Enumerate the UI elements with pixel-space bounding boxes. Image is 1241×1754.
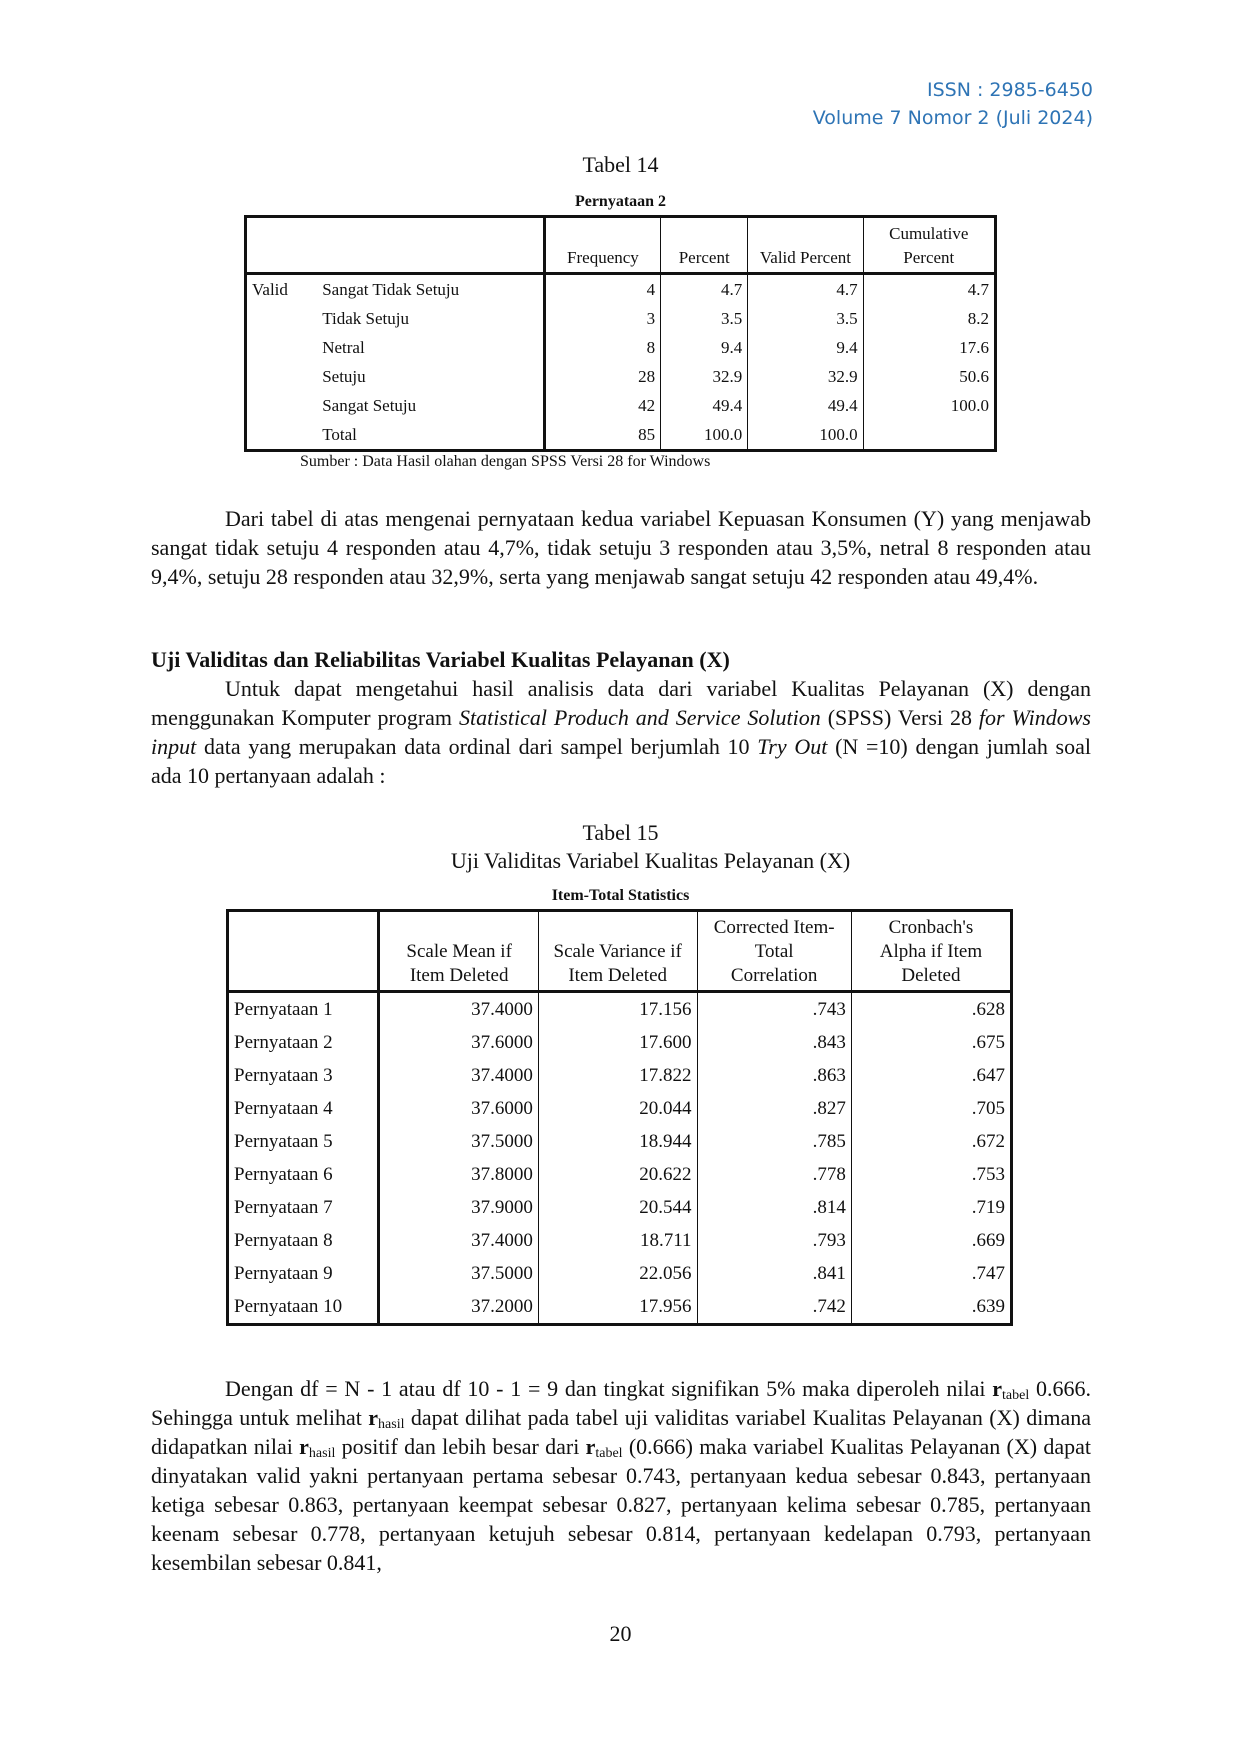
row-label: Tidak Setuju <box>317 304 544 333</box>
cell-corrected-correlation: .785 <box>697 1125 851 1158</box>
table-row <box>228 1290 1012 1325</box>
cell-cronbach-alpha: .747 <box>971 1262 1005 1284</box>
table-row <box>228 1191 1012 1224</box>
cell-corrected-correlation: .778 <box>697 1158 851 1191</box>
volume-text: Volume 7 Nomor 2 (Juli 2024) <box>812 107 1093 129</box>
cell-cronbach-alpha: .628 <box>971 998 1005 1020</box>
cell-cumulative: 4.7 <box>967 279 989 299</box>
cell-frequency: 4 <box>544 274 660 305</box>
cell-cronbach-alpha: .669 <box>971 1229 1005 1251</box>
frequency-table <box>244 215 997 452</box>
cell-scale-variance: 20.622 <box>538 1158 697 1191</box>
table-row <box>228 1257 1012 1290</box>
header-corrected-correlation: Corrected Item- Total Correlation <box>697 911 851 992</box>
cell-scale-mean: 37.2000 <box>379 1290 538 1325</box>
cell-scale-variance: 20.544 <box>538 1191 697 1224</box>
header-blank <box>317 217 544 274</box>
table-row <box>246 304 996 333</box>
cell-scale-mean: 37.6000 <box>379 1092 538 1125</box>
header-scale-variance: Scale Variance if Item Deleted <box>538 911 697 992</box>
paragraph-1: Dari tabel di atas mengenai pernyataan kedua variabel Kepuasan Konsumen (Y) yang menjawab sangat tidak setuju 4 responden atau 4,7%, tidak setuju 3 responden atau 3,5%, netral 8 responden atau 9,4%, setuju 28 responden atau 32,9%, serta yang menjawab sangat setuju 42 responden atau 49,4%. <box>151 506 1091 589</box>
cell-scale-variance: 17.822 <box>538 1059 697 1092</box>
cell-cumulative: 100.0 <box>950 395 989 415</box>
journal-header <box>813 76 1093 132</box>
cell-scale-variance: 18.944 <box>538 1125 697 1158</box>
cell-scale-mean: 37.9000 <box>379 1191 538 1224</box>
cell-percent: 49.4 <box>661 391 748 420</box>
cell-cronbach-alpha: .647 <box>971 1064 1005 1086</box>
header-valid-percent: Valid Percent <box>748 217 863 274</box>
row-label: Pernyataan 8 <box>228 1224 379 1257</box>
cell-scale-mean: 37.5000 <box>379 1125 538 1158</box>
cell-corrected-correlation: .793 <box>697 1224 851 1257</box>
row-label: Sangat Setuju <box>317 391 544 420</box>
header-percent: Percent <box>661 217 748 274</box>
cell-frequency: 85 <box>544 420 660 451</box>
paragraph-3: Dengan df = N - 1 atau df 10 - 1 = 9 dan tingkat signifikan 5% maka diperoleh nilai $r_{tabel}$ 0.666. Sehingga untuk melihat $r_{hasil}$ dapat dilihat pada tabel uji validitas variabel Kualitas Pelayanan (X) dimana didapatkan nilai $r_{hasil}$ positif dan lebih besar dari $r_{tabel}$ (0.666) maka variabel Kualitas Pelayanan (X) dapat dinyatakan valid yakni pertanyaan pertama sebesar 0.743, pertanyaan kedua sebesar 0.843, pertanyaan ketiga sebesar 0.863, pertanyaan keempat sebesar 0.827, pertanyaan kelima sebesar 0.785, pertanyaan keenam sebesar 0.778, pertanyaan ketujuh sebesar 0.814, pertanyaan kedelapan 0.793, pertanyaan kesembilan sebesar 0.841, <box>151 1376 1091 1575</box>
cell-valid-percent: 9.4 <box>748 333 863 362</box>
cell-scale-mean: 37.5000 <box>379 1257 538 1290</box>
table-row <box>228 1224 1012 1257</box>
cell-cronbach-alpha: .639 <box>971 1295 1005 1317</box>
table15-subcaption: Uji Validitas Variabel Kualitas Pelayanan (X) <box>450 848 851 873</box>
cell-cronbach-alpha: .705 <box>971 1097 1005 1119</box>
row-label: Sangat Tidak Setuju <box>317 274 544 305</box>
cell-percent: 100.0 <box>661 420 748 451</box>
table-row <box>246 333 996 362</box>
cell-cronbach-alpha: .719 <box>971 1196 1005 1218</box>
row-label: Pernyataan 1 <box>228 992 379 1027</box>
row-label: Pernyataan 7 <box>228 1191 379 1224</box>
cell-frequency: 8 <box>544 333 660 362</box>
row-label: Pernyataan 4 <box>228 1092 379 1125</box>
cell-valid-percent: 100.0 <box>748 420 863 451</box>
table-row <box>228 1026 1012 1059</box>
table15-spss-title: Item-Total Statistics <box>551 887 690 904</box>
cell-cronbach-alpha: .672 <box>971 1130 1005 1152</box>
row-label: Pernyataan 2 <box>228 1026 379 1059</box>
cell-corrected-correlation: .814 <box>697 1191 851 1224</box>
cell-corrected-correlation: .827 <box>697 1092 851 1125</box>
cell-cronbach-alpha: .753 <box>971 1163 1005 1185</box>
table14-source: Sumber : Data Hasil olahan dengan SPSS Versi 28 for Windows <box>300 453 711 470</box>
table-row <box>246 391 996 420</box>
cell-scale-mean: 37.8000 <box>379 1158 538 1191</box>
cell-scale-variance: 17.600 <box>538 1026 697 1059</box>
cell-scale-mean: 37.4000 <box>379 1059 538 1092</box>
cell-cumulative: 17.6 <box>959 337 989 357</box>
cell-corrected-correlation: .743 <box>697 992 851 1027</box>
table15-body <box>228 992 1012 1325</box>
table-row <box>228 992 1012 1027</box>
cell-percent: 9.4 <box>661 333 748 362</box>
item-total-statistics-table <box>226 909 1013 1326</box>
cell-percent: 3.5 <box>661 304 748 333</box>
table-row <box>228 1059 1012 1092</box>
table-row <box>246 362 996 391</box>
cell-cumulative <box>863 420 995 451</box>
cell-valid-percent: 4.7 <box>748 274 863 305</box>
row-label: Netral <box>317 333 544 362</box>
cell-scale-variance: 22.056 <box>538 1257 697 1290</box>
cell-scale-variance: 18.711 <box>538 1224 697 1257</box>
page-number: 20 <box>609 1621 632 1646</box>
cell-frequency: 3 <box>544 304 660 333</box>
cell-scale-mean: 37.4000 <box>379 992 538 1027</box>
cell-frequency: 42 <box>544 391 660 420</box>
cell-percent: 4.7 <box>661 274 748 305</box>
cell-scale-variance: 17.156 <box>538 992 697 1027</box>
group-label: Valid <box>252 279 288 299</box>
table-row <box>228 1158 1012 1191</box>
header-frequency: Frequency <box>544 217 660 274</box>
cell-scale-mean: 37.4000 <box>379 1224 538 1257</box>
cell-scale-variance: 20.044 <box>538 1092 697 1125</box>
cell-valid-percent: 32.9 <box>748 362 863 391</box>
cell-corrected-correlation: .863 <box>697 1059 851 1092</box>
table-row <box>246 274 996 305</box>
cell-frequency: 28 <box>544 362 660 391</box>
section-heading: Uji Validitas dan Reliabilitas Variabel Kualitas Pelayanan (X) <box>151 647 730 672</box>
header-blank <box>246 217 318 274</box>
cell-valid-percent: 49.4 <box>748 391 863 420</box>
row-label: Pernyataan 9 <box>228 1257 379 1290</box>
cell-cumulative: 8.2 <box>967 308 989 328</box>
header-cumulative-percent: Cumulative Percent <box>889 224 969 267</box>
cell-corrected-correlation: .742 <box>697 1290 851 1325</box>
cell-corrected-correlation: .843 <box>697 1026 851 1059</box>
row-label: Total <box>317 420 544 451</box>
header-blank <box>228 911 379 992</box>
header-scale-mean: Scale Mean if Item Deleted <box>379 911 538 992</box>
table15-caption: Tabel 15 <box>582 820 659 845</box>
cell-percent: 32.9 <box>661 362 748 391</box>
row-label: Pernyataan 3 <box>228 1059 379 1092</box>
cell-cumulative: 50.6 <box>959 366 989 386</box>
cell-corrected-correlation: .841 <box>697 1257 851 1290</box>
table-header-row <box>246 217 996 274</box>
cell-valid-percent: 3.5 <box>748 304 863 333</box>
table-header-row <box>228 911 1012 992</box>
cell-scale-mean: 37.6000 <box>379 1026 538 1059</box>
cell-scale-variance: 17.956 <box>538 1290 697 1325</box>
issn-text: ISSN : 2985-6450 <box>927 79 1093 101</box>
cell-cronbach-alpha: .675 <box>971 1031 1005 1053</box>
paragraph-2: Untuk dapat mengetahui hasil analisis data dari variabel Kualitas Pelayanan (X) dengan menggunakan Komputer program Statistical Produch and Service Solution (SPSS) Versi 28 for Windows input data yang merupakan data ordinal dari sampel berjumlah 10 Try Out (N =10) dengan jumlah soal ada 10 pertanyaan adalah : <box>151 676 1091 788</box>
table-row <box>228 1092 1012 1125</box>
table14-caption: Tabel 14 <box>582 152 659 177</box>
row-label: Pernyataan 5 <box>228 1125 379 1158</box>
table-row <box>246 420 996 451</box>
table14-spss-title: Pernyataan 2 <box>574 193 667 210</box>
row-label: Pernyataan 10 <box>228 1290 379 1325</box>
row-label: Setuju <box>317 362 544 391</box>
table-row <box>228 1125 1012 1158</box>
header-cronbach-alpha: Cronbach's Alpha if Item Deleted <box>879 917 983 986</box>
row-label: Pernyataan 6 <box>228 1158 379 1191</box>
